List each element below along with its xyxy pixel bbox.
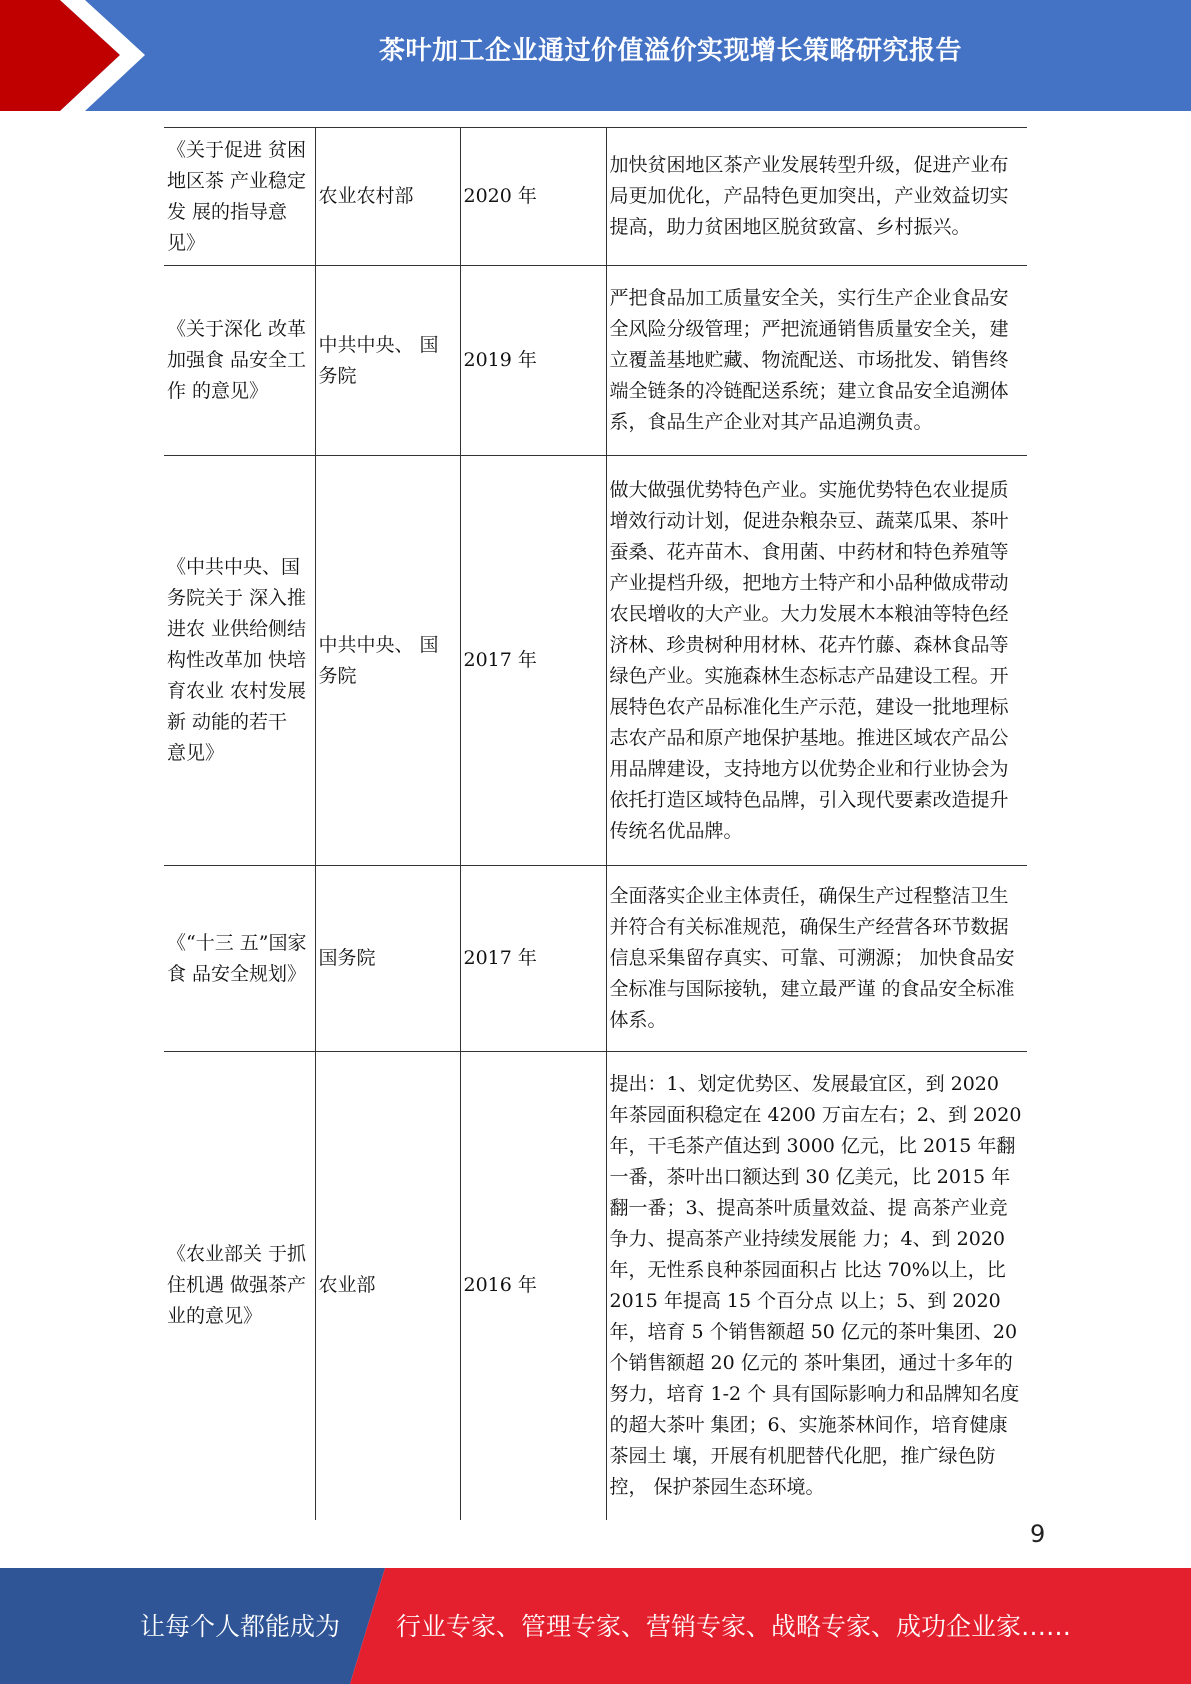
- table-row: [164, 456, 1027, 866]
- year-cell: 2019 年: [460, 266, 606, 456]
- footer-slogan-left: 让每个人都能成为: [140, 1612, 341, 1641]
- issuer-cell: 国务院: [315, 866, 460, 1052]
- content-cell: 提出：1、划定优势区、发展最宜区，到 2020 年茶园面积稳定在 4200 万亩左右；2、到 2020 年，干毛茶产值达到 3000 亿元，比 2015 年翻一番，茶叶出口额达到 30 亿美元，比 2015 年翻一番；3、提高茶叶质量效益、提 高茶产业竞争力、提高茶产业持续发展能 力；4、到 2020 年，无性系良种茶园面积占 比达 70%以上，比 2015 年提高 15 个百分点 以上；5、到 2020 年，培育 5 个销售额超 50 亿元的茶叶集团、20 个销售额超 20 亿元的 茶叶集团，通过十多年的努力，培育 1-2 个 具有国际影响力和品牌知名度的超大茶叶 集团；6、实施茶林间作，培育健康茶园土 壤，开展有机肥替代化肥，推广绿色防控， 保护茶园生态环境。: [606, 1052, 1027, 1520]
- year-cell: 2020 年: [460, 128, 606, 266]
- issuer-cell: 农业部: [315, 1052, 460, 1520]
- issuer-cell: 中共中央、 国务院: [315, 456, 460, 866]
- policy-name-cell: 《关于深化 改革加强食 品安全工作 的意见》: [164, 266, 315, 456]
- page-header: [0, 0, 1191, 111]
- policy-name-cell: 《“十三 五”国家食 品安全规划》: [164, 866, 315, 1052]
- page-number: 9: [1030, 1520, 1046, 1548]
- year-cell: 2016 年: [460, 1052, 606, 1520]
- table-row: [164, 866, 1027, 1052]
- content-cell: 做大做强优势特色产业。实施优势特色农业提质增效行动计划，促进杂粮杂豆、蔬菜瓜果、茶叶蚕桑、花卉苗木、食用菌、中药材和特色养殖等产业提档升级，把地方土特产和小品种做成带动农民增收的大产业。大力发展木本粮油等特色经济林、珍贵树种用材林、花卉竹藤、森林食品等绿色产业。实施森林生态标志产品建设工程。开展特色农产品标准化生产示范，建设一批地理标志农产品和原产地保护基地。推进区域农产品公用品牌建设，支持地方以优势企业和行业协会为依托打造区域特色品牌，引入现代要素改造提升传统名优品牌。: [606, 456, 1027, 866]
- table-row: [164, 128, 1027, 266]
- table-row: [164, 266, 1027, 456]
- table-row: [164, 1052, 1027, 1520]
- policy-table-container: [164, 127, 1027, 1520]
- year-cell: 2017 年: [460, 456, 606, 866]
- policy-name-cell: 《关于促进 贫困地区茶 产业稳定发 展的指导意 见》: [164, 128, 315, 266]
- header-arrow-decoration: [0, 0, 150, 111]
- year-cell: 2017 年: [460, 866, 606, 1052]
- footer-slogan-right: 行业专家、管理专家、营销专家、战略专家、成功企业家……: [396, 1612, 1072, 1641]
- policy-name-cell: 《农业部关 于抓住机遇 做强茶产业的意见》: [164, 1052, 315, 1520]
- content-cell: 严把食品加工质量安全关，实行生产企业食品安全风险分级管理；严把流通销售质量安全关，建立覆盖基地贮藏、物流配送、市场批发、销售终端全链条的冷链配送系统；建立食品安全追溯体系，食品生产企业对其产品追溯负责。: [606, 266, 1027, 456]
- issuer-cell: 农业农村部: [315, 128, 460, 266]
- content-cell: 加快贫困地区茶产业发展转型升级，促进产业布局更加优化，产品特色更加突出，产业效益切实提高，助力贫困地区脱贫致富、乡村振兴。: [606, 128, 1027, 266]
- header-title: 茶叶加工企业通过价值溢价实现增长策略研究报告: [378, 36, 962, 66]
- content-cell: 全面落实企业主体责任，确保生产过程整洁卫生并符合有关标准规范，确保生产经营各环节数据信息采集留存真实、可靠、可溯源； 加快食品安全标准与国际接轨，建立最严谨 的食品安全标准体系。: [606, 866, 1027, 1052]
- issuer-cell: 中共中央、 国务院: [315, 266, 460, 456]
- policy-name-cell: 《中共中央、国务院关于 深入推进农 业供给侧结 构性改革加 快培育农业 农村发展新 动能的若干 意见》: [164, 456, 315, 866]
- page-footer: [0, 1568, 1191, 1684]
- policy-table: [164, 127, 1027, 1520]
